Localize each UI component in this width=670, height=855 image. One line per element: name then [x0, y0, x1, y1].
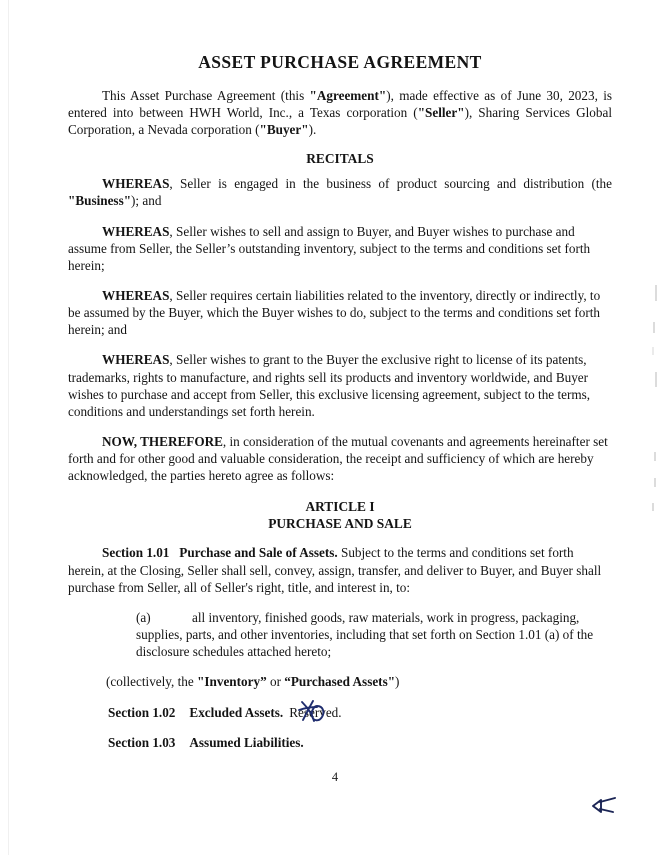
section-1-01-body: Subject to the terms and conditions set forth herein, at the Closing, Seller shall sell, convey, assign, transfer, and deliver to Buyer, and Buyer shall purchase from Seller, all of Seller's right, title, and interest in, to: [68, 545, 602, 595]
section-1-03-title: Assumed Liabilities. [189, 734, 304, 750]
document-body [68, 52, 612, 764]
scan-speck [654, 478, 656, 487]
collective-text-3: ) [395, 674, 400, 690]
scan-speck [652, 503, 654, 511]
preamble-paragraph [68, 87, 612, 138]
recital-text-1b: ); and [131, 193, 162, 209]
recital-text-2: , Seller wishes to sell and assign to Buyer, and Buyer wishes to purchase and assume from Seller, the Seller’s outstanding inventory, subject to the terms and conditions set forth herein; [68, 223, 591, 273]
scan-speck [654, 452, 656, 461]
collective-text-1: (collectively, the [106, 674, 198, 690]
section-1-02-body: Reserved. [289, 704, 342, 720]
section-1-01-paragraph [68, 544, 612, 595]
recital-lead-3: WHEREAS [102, 288, 170, 303]
recital-text-4: , Seller wishes to grant to the Buyer the exclusive right to license of its patents, trademarks, rights to manufacture, and rights sell its products and inventory worldwide, and Buyer wishes to purchase and accept from Seller, this exclusive licensing agreement, subject to the terms, conditions and understandings set forth herein. [68, 352, 591, 419]
recital-text-1a: , Seller is engaged in the business of product sourcing and distribution (the [169, 176, 612, 192]
section-1-01-title: Purchase and Sale of Assets. [179, 545, 338, 561]
recital-lead-2: WHEREAS [102, 223, 170, 239]
section-1-03-line [68, 734, 612, 751]
recitals-heading: RECITALS [306, 151, 374, 167]
now-therefore-lead: NOW, THEREFORE [102, 434, 223, 450]
scan-edge-line [8, 0, 9, 855]
section-1-03-number: Section 1.03 [108, 734, 176, 750]
recital-clause-3 [68, 287, 612, 338]
page-number: 4 [331, 770, 339, 784]
preamble-text-3: ), Sharing Services Global Corporation, a Nevada corporation ( [68, 105, 612, 138]
recital-lead-4: WHEREAS [102, 352, 170, 368]
article-title: PURCHASE AND SALE [268, 515, 412, 531]
now-therefore-paragraph [68, 433, 612, 484]
scan-speck [655, 372, 657, 387]
term-buyer: "Buyer" [259, 122, 309, 138]
recital-text-3: , Seller requires certain liabilities related to the inventory, directly or indirectly, to be assumed by the Buyer, which the Buyer wishes to do, subject to the terms and conditions set forth herein; and [68, 288, 601, 338]
now-therefore-text: , in consideration of the mutual covenants and agreements hereinafter set forth and for other good and valuable consideration, the receipt and sufficiency of which are hereby acknowledged, the parties hereto agree as follows: [68, 434, 608, 484]
scan-speck [653, 322, 655, 333]
item-text-a: all inventory, finished goods, raw materials, work in progress, packaging, supplies, parts, and other inventories, including that set forth on Section 1.01 (a) of the disclosure schedules attached hereto; [136, 609, 594, 660]
term-purchased-assets: “Purchased Assets" [284, 674, 396, 690]
scan-speck [652, 347, 654, 355]
scan-speck [655, 285, 657, 301]
document-title: ASSET PURCHASE AGREEMENT [198, 52, 482, 72]
section-1-02-line [68, 704, 612, 721]
collective-definition [68, 673, 612, 690]
article-heading [68, 498, 612, 533]
collective-text-2: or [266, 674, 285, 690]
recital-clause-2 [68, 223, 612, 274]
pen-mark-icon [590, 795, 618, 817]
section-1-01-item-a [68, 609, 612, 660]
preamble-text-1: This Asset Purchase Agreement (this [102, 88, 310, 103]
recital-lead-1: WHEREAS [102, 176, 170, 192]
term-agreement: "Agreement" [309, 88, 387, 103]
preamble-text-2: ), made effective as of June 30, 2023, is entered into between HWH World, Inc., a Texas corporation ( [68, 88, 612, 121]
recital-clause-1 [68, 175, 612, 209]
section-1-01-number: Section 1.01 [102, 545, 170, 561]
term-business: "Business" [68, 193, 132, 209]
recital-clause-4 [68, 351, 612, 420]
section-1-02-number: Section 1.02 [108, 704, 176, 720]
term-inventory: "Inventory” [197, 674, 267, 690]
article-number: ARTICLE I [305, 498, 375, 514]
item-marker-a: (a) [136, 609, 151, 625]
preamble-text-4: ). [308, 122, 317, 138]
term-seller: "Seller" [417, 105, 465, 121]
section-1-02-title: Excluded Assets. [189, 704, 284, 720]
